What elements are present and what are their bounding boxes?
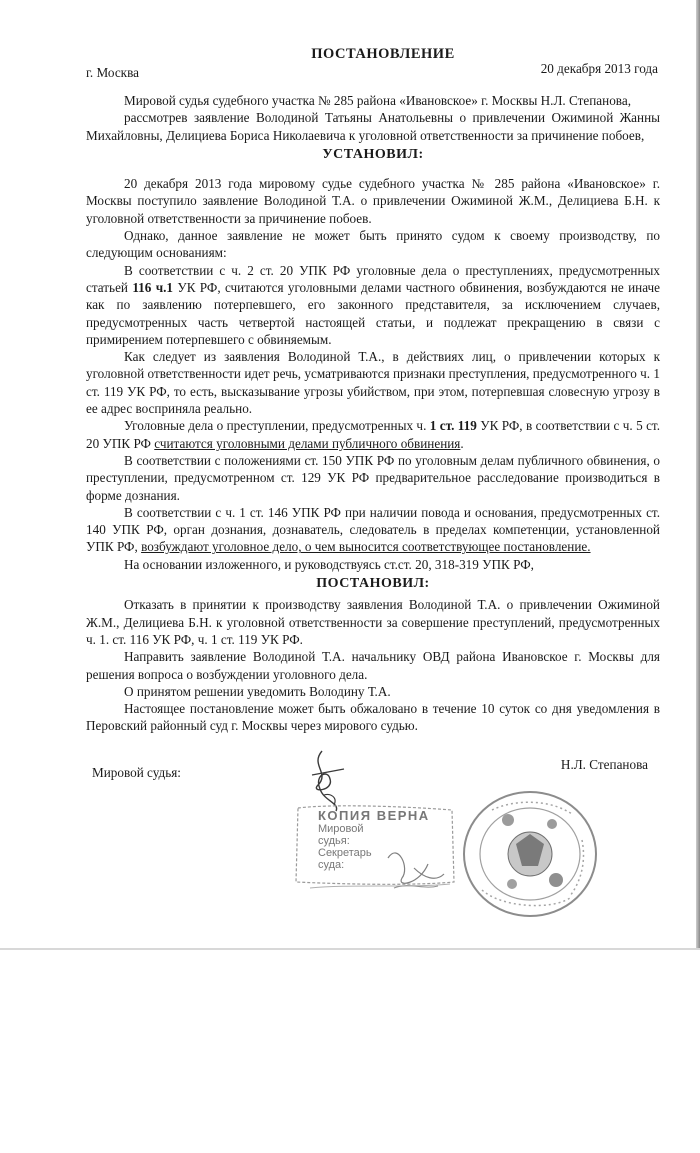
secretary-signature bbox=[380, 838, 450, 898]
paragraph-5-underlined: считаются уголовными делами публичного обвинения bbox=[154, 435, 461, 451]
paragraph-5 bbox=[86, 417, 660, 452]
paragraph-3-part-a: В соответствии с ч. 2 ст. 20 УПК РФ уголовные дела о преступлениях, предусмотренных статьей bbox=[86, 262, 660, 295]
paragraph-3 bbox=[86, 262, 660, 348]
paragraph-6: В соответствии с положениями ст. 150 УПК РФ по уголовным делам публичного обвинения, о преступлении, предусмотренном ст. 129 УК РФ предварительное расследование производиться в форме дознания. bbox=[86, 452, 660, 503]
resolution-3: О принятом решении уведомить Володину Т.А. bbox=[124, 683, 391, 699]
intro-judge: Мировой судья судебного участка № 285 района «Ивановское» г. Москвы Н.Л. Степанова, bbox=[124, 93, 631, 108]
established-heading: УСТАНОВИЛ: bbox=[322, 146, 424, 162]
resolved-heading: ПОСТАНОВИЛ: bbox=[316, 576, 430, 592]
intro-considering: рассмотрев заявление Володиной Татьяны Анатольевны о привлечении Ожиминой Жанны Михайловны, Делициева Бориса Николаевича к уголовной ответственности за причинение побоев, bbox=[86, 110, 660, 143]
signature-label: Мировой судья: bbox=[92, 765, 181, 780]
document-date: 20 декабря 2013 года bbox=[540, 61, 658, 76]
copy-stamp-line-1: Мировой bbox=[318, 823, 364, 835]
copy-stamp-line-4: суда: bbox=[318, 859, 345, 871]
paragraph-8: На основании изложенного, и руководствуясь ст.ст. 20, 318-319 УПК РФ, bbox=[124, 556, 534, 572]
paragraph-7-part-a: В соответствии с ч. 1 ст. 146 УПК РФ при наличии повода и основания, предусмотренных ст. 140 УПК РФ, орган дознания, дознаватель, следователь в пределах компетенции, установленной УПК РФ, bbox=[86, 504, 660, 555]
paragraph-4: Как следует из заявления Володиной Т.А., в действиях лиц, о привлечении которых к уголовной ответственности идет речь, усматриваются признаки преступления, предусмотренного ч. 1 ст. 119 УК РФ, то есть, высказывание угрозы убийством, при этом, потерпевшая словесную угрозу в ее адрес восприняла реально. bbox=[86, 349, 660, 417]
paragraph-5-part-c: . bbox=[460, 435, 464, 451]
document-page bbox=[86, 46, 660, 735]
paragraph-7-underlined: возбуждают уголовное дело, о чем выносится соответствующее постановление. bbox=[141, 539, 591, 555]
document-place: г. Москва bbox=[86, 65, 139, 80]
resolution-4: Настоящее постановление может быть обжаловано в течение 10 суток со дня уведомления в Перовский районный суд г. Москвы через мирового судью. bbox=[86, 701, 660, 734]
resolution-1: Отказать в принятии к производству заявления Володиной Т.А. о привлечении Ожиминой Ж.М., Делициева Б.Н. к уголовной ответственности за совершение преступлений, предусмотренных ч. 1. ст. 116 УК РФ, ч. 1 ст. 119 УК РФ. bbox=[86, 597, 660, 647]
copy-stamp-line-3: Секретарь bbox=[318, 847, 372, 859]
paragraph-1: 20 декабря 2013 года мировому судье судебного участка № 285 района «Ивановское» г. Москвы поступило заявление Володиной Т.А. о привлечении Ожиминой Ж.М., Делициева Б.Н. к уголовной ответственности за причинение побоев. bbox=[86, 176, 660, 226]
court-seal bbox=[452, 780, 602, 920]
copy-stamp-heading: КОПИЯ ВЕРНА bbox=[318, 808, 430, 823]
paragraph-3-bold: 116 ч.1 bbox=[132, 279, 174, 295]
scan-page-bottom-edge bbox=[0, 948, 700, 950]
paragraph-5-bold: 1 ст. 119 bbox=[429, 418, 477, 434]
paragraph-7 bbox=[86, 504, 660, 556]
paragraph-3-part-b: УК РФ, считаются уголовными делами частного обвинения, возбуждаются не иначе как по заявлению потерпевшего, его законного представителя, за исключением случаев, предусмотренных часть четвертой настоящей статьи, и подлежат прекращению в связи с примирением потерпевшего с обвиняемым. bbox=[86, 279, 661, 347]
place-date-row bbox=[86, 61, 660, 82]
paragraph-2: Однако, данное заявление не может быть принято судом к своему производству, по следующим основаниям: bbox=[86, 228, 660, 261]
paragraph-5-part-b: УК РФ, в соответствии с ч. 5 ст. 20 УПК РФ bbox=[86, 418, 660, 451]
scan-edge bbox=[696, 0, 700, 950]
copy-stamp-line-2: судья: bbox=[318, 835, 350, 847]
signature-name: Н.Л. Степанова bbox=[560, 757, 648, 772]
document-title: ПОСТАНОВЛЕНИЕ bbox=[311, 46, 455, 62]
resolution-2: Направить заявление Володиной Т.А. начальнику ОВД района Ивановское г. Москвы для решения вопроса о возбуждении уголовного дела. bbox=[86, 649, 660, 682]
paragraph-5-part-a: Уголовные дела о преступлении, предусмотренных ч. bbox=[124, 418, 430, 434]
